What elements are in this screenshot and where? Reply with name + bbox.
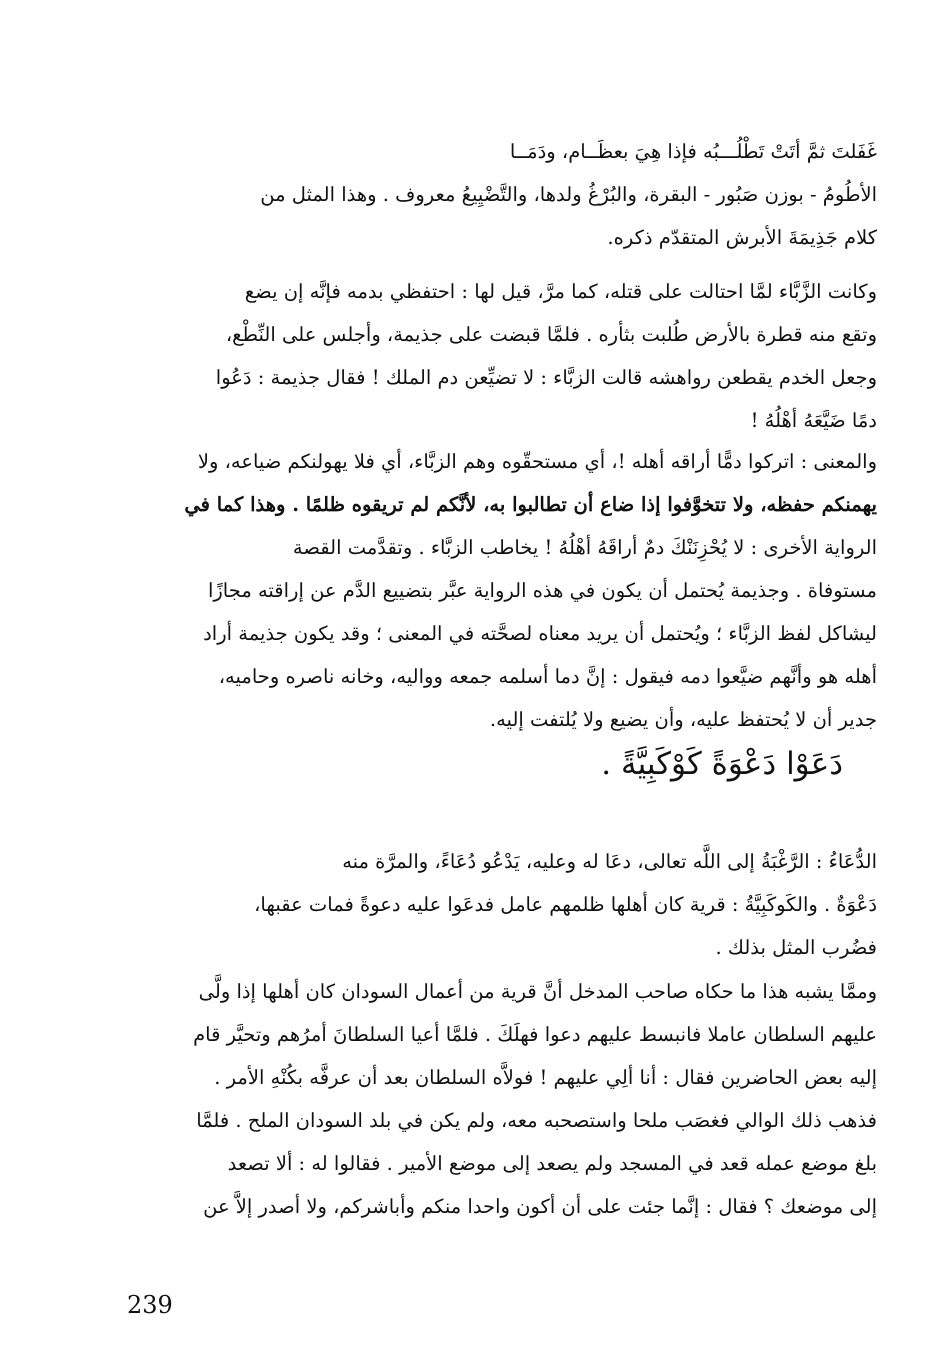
text-line: وجعل الخدم يقطعن رواهشه قالت الزبَّاء : لا تضيِّعن دم الملك ! فقال جذيمة : دَعُوا	[215, 366, 877, 389]
text-line: وكانت الزَّبَّاء لمَّا احتالت على قتله، كما مرَّ، قيل لها : احتفظي بدمه فإنَّه إن يضع	[244, 280, 877, 303]
text-line: أهله هو وأنَّهم ضيَّعوا دمه فيقول : إنَّ دما أسلمه جمعه وواليه، وخانه ناصره وحاميه،	[218, 665, 877, 688]
proverb-heading: دَعَوْا دَعْوَةً كَوْكَبِيَّةً .	[601, 746, 843, 782]
text-line: وتقع منه قطرة بالأرض طُلبت بثأره . فلمَّا قبضت على جذيمة، وأجلس على النِّطْع،	[225, 323, 877, 346]
paragraph-4	[65, 840, 877, 969]
text-line: جدير أن لا يُحتفظ عليه، وأن يضيع ولا يُلتفت إليه.	[489, 708, 877, 731]
text-line: ليشاكل لفظ الزبَّاء ؛ ويُحتمل أن يريد معناه لصحَّته في المعنى ؛ وقد يكون جذيمة أراد	[203, 622, 877, 645]
text-line: الرواية الأخرى : لا يُحْزِنَنْكَ دمٌ أراقَهُ أهْلُهُ ! يخاطب الزبَّاء . وتقدَّمت القصة	[292, 536, 877, 559]
text-line: دَعْوَةٌ . والكَوكَبِيَّةُ : قرية كان أهلها ظلمهم عامل فدعَوا عليه دعوةً فمات عقبها،	[254, 893, 877, 916]
text-line: فضُرب المثل بذلك .	[715, 936, 877, 959]
text-line: عليهم السلطان عاملا فانبسط عليهم دعوا فهلَكَ . فلمَّا أعيا السلطانَ أمرُهم وتحيَّر قام	[193, 1023, 877, 1046]
paragraph-1	[65, 130, 877, 259]
text-line: مستوفاة . وجذيمة يُحتمل أن يكون في هذه الرواية عبَّر بتضييع الدَّم عن إراقته مجازًا	[207, 579, 877, 602]
text-line: إليه بعض الحاضرين فقال : أنا ألِي عليهم ! فولاَّه السلطان بعد أن عرفَّه بكُنْهِ الأمر .	[214, 1066, 877, 1089]
text-line-bold: يهمنكم حفظه، ولا تتخوَّفوا إذا ضاع أن تطالبوا به، لأنَّكم لم تريقوه ظلمًا . وهذا كما في	[184, 493, 877, 516]
text-line: فذهب ذلك الوالي فغصَب ملحا واستصحبه معه، ولم يكن في بلد السودان الملح . فلمَّا	[196, 1109, 877, 1132]
text-line: إلى موضعك ؟ فقال : إنَّما جئت على أن أكون واحدا منكم وأباشركم، ولا أصدر إلاَّ عن	[203, 1195, 877, 1218]
text-line: الأطُومُ - بوزن صَبُور - البقرة، والبُرْغُ ولدها، والتَّضْيِيعُ معروف . وهذا المثل من	[260, 183, 877, 206]
text-line: والمعنى : اتركوا دمًّا أراقه أهله !، أي مستحقّوه وهم الزبَّاء، أي فلا يهولنكم ضياعه، ولا	[197, 450, 877, 473]
text-line: وممَّا يشبه هذا ما حكاه صاحب المدخل أنَّ قرية من أعمال السودان كان أهلها إذا ولَّى	[198, 980, 877, 1003]
paragraph-3	[65, 440, 877, 741]
paragraph-2	[65, 270, 877, 442]
text-line: غَفَلتَ ثمَّ أتَتْ تَطْلُـــبُه فإذا هِيَ بعظَــام، ودَمَــا	[509, 140, 877, 163]
page-number: 239	[127, 1291, 173, 1319]
text-line: كلام جَذِيمَةَ الأبرش المتقدّم ذكره.	[607, 226, 877, 249]
text-line: بلغ موضع عمله قعد في المسجد ولم يصعد إلى موضع الأمير . فقالوا له : ألا تصعد	[227, 1152, 877, 1175]
text-line: الدُّعَاءُ : الرَّغْبَةُ إلى اللَّه تعالى، دعَا له وعليه، يَدْعُو دُعَاءً، والمرَّة منه	[342, 850, 877, 873]
text-line: دمًا ضَيَّعَهُ أهْلُهُ !	[750, 409, 877, 432]
paragraph-5	[65, 970, 877, 1228]
